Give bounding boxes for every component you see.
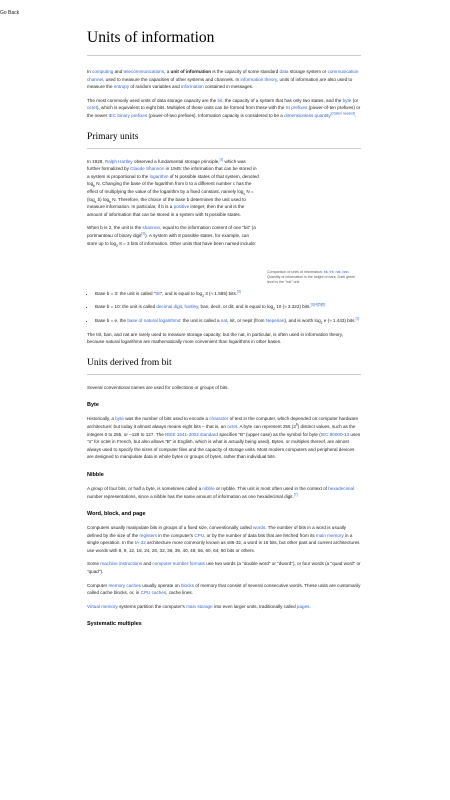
reference-link[interactable]: [1] bbox=[219, 157, 224, 162]
link-ieee-1541[interactable]: IEEE 1541-2002 standard bbox=[165, 431, 218, 437]
link-octet[interactable]: octet bbox=[87, 105, 97, 111]
caption-link-ban[interactable]: ban bbox=[342, 269, 349, 274]
link-words[interactable]: words bbox=[252, 525, 266, 531]
link-octet-byte[interactable]: octet bbox=[227, 423, 238, 429]
link-character[interactable]: character bbox=[209, 416, 229, 422]
reference-link[interactable]: [1] bbox=[355, 316, 360, 321]
section-heading-primary-units: Primary units bbox=[87, 131, 361, 149]
link-iec-80000-13[interactable]: IEC 80000-13 bbox=[320, 431, 350, 437]
subsection-heading-systematic-multiples: Systematic multiples bbox=[87, 621, 142, 628]
link-iec[interactable]: IEC bbox=[108, 112, 117, 118]
unit-bullet-list bbox=[95, 290, 361, 325]
link-memory-caches[interactable]: memory caches bbox=[108, 582, 141, 588]
link-si-prefixes[interactable]: SI prefixes bbox=[285, 105, 308, 111]
figure-caption: Comparison of units of information: bit, trit, nat, ban. Quantity of information is the height of bars. Dark green level is the "nat" unit. bbox=[267, 269, 356, 285]
reference-link[interactable]: [3] bbox=[237, 289, 241, 294]
link-machine-instructions[interactable]: machine instructions bbox=[100, 561, 143, 567]
link-data[interactable]: data bbox=[279, 69, 289, 74]
caption-link-trit[interactable]: trit bbox=[329, 269, 334, 274]
link-entropy[interactable]: entropy bbox=[113, 84, 130, 90]
comparison-figure bbox=[267, 158, 361, 286]
caption-link-nat[interactable]: nat bbox=[335, 269, 341, 274]
comparison-image bbox=[267, 158, 361, 270]
link-registers[interactable]: registers bbox=[139, 532, 157, 538]
subsection-heading-word-block-page: Word, block, and page bbox=[87, 511, 146, 518]
link-cpu[interactable]: CPU bbox=[194, 532, 205, 538]
intro-paragraph-1: In computing and telecommunications, a unit of information is the capacity of some standard data storage system or communication channel, used to measure the capacities of other systems and channels. In information theory, units of information are also used to measure the entropy of random variables and information contained in messages. bbox=[87, 69, 359, 90]
primary-paragraph-2: When b is 2, the unit is the shannon, equal to the information content of one "bit" (a portmanteau of binary digit[2]). A system with 8 possible states, for example, can store up to $\log_2 8 = 3$ bits of information. Other units that have been named include: bbox=[87, 225, 257, 248]
go-back-link[interactable]: Go Back bbox=[0, 10, 20, 16]
link-information-theory[interactable]: information theory bbox=[240, 76, 277, 82]
primary-paragraph-1: In 1928, Ralph Hartley observed a fundamental storage principle,[1] which was further formalized by Claude Shannon in 1945: the information that can be stored in a system is proportional to the logarithm of N possible states of that system, denoted $\log_b N$. Changing the base of the logarithm from b to a different number c has the effect of multiplying the value of the logarithm by a fixed constant, namely $\log_c N = (\log_c$ b) $\log_b N$. Therefore, the choice of the base b determines the unit used to measure information. In particular, if b is a positive integer, then the unit is the amount of information that can be stored in a system with N possible states. bbox=[87, 157, 259, 217]
citation-needed-link[interactable]: [citation needed] bbox=[330, 111, 355, 116]
reference-link[interactable]: [7] bbox=[293, 491, 298, 496]
reference-link[interactable]: [2] bbox=[141, 231, 146, 236]
intro-paragraph-2: The most commonly used units of data storage capacity are the bit, the capacity of a system that has only two states, and the byte (or octet), which is equivalent to eight bits. Multiples of these units can be formed from these with the SI prefixes (power-of-ten prefixes) or the newer IEC binary prefixes (power-of-two prefixes). Information capacity is considered to be a dimensionless quantity[citation needed]. bbox=[87, 97, 361, 118]
link-shannon[interactable]: shannon bbox=[142, 225, 161, 231]
link-computing[interactable]: computing bbox=[92, 69, 114, 74]
word-paragraph-4: Virtual memory systems partition the computer's main storage into even larger units, traditionally called pages. bbox=[87, 603, 311, 609]
link-neperian[interactable]: Neperian bbox=[265, 317, 285, 323]
link-byte-history[interactable]: byte bbox=[115, 416, 124, 422]
link-telecommunications[interactable]: telecommunications bbox=[123, 69, 165, 74]
derived-intro: Several conventional names are used for collections or groups of bits. bbox=[87, 384, 229, 390]
section-heading-derived-units: Units derived from bit bbox=[87, 357, 361, 375]
byte-paragraph: Historically, a byte was the number of bits used to encode a character of text in the computer, which depended on computer hardware architecture; but today it almost always means eight bits – that is, an octet. A byte can represent 256 $(2^8)$ distinct values, such as the integers 0 to 255, or –128 to 127. The IEEE 1541-2002 standard specifies "B" (upper case) as the symbol for byte (IEC 80000-13 uses "o" for octet in French, but also allows "B" in English, which is what is actually being used). Bytes, or multiples thereof, are almost always used to specify the sizes of computer files and the capacity of storage units. Most modern computers and peripheral devices are designed to manipulate data in whole bytes or groups of bytes, rather than individual bits. bbox=[87, 416, 361, 460]
link-nat[interactable]: nat bbox=[220, 317, 228, 323]
link-bit[interactable]: bit bbox=[217, 97, 223, 103]
link-main-memory[interactable]: main memory bbox=[315, 532, 344, 538]
link-communication-channel[interactable]: communication channel bbox=[87, 69, 359, 82]
link-computer-number-formats[interactable]: computer number formats bbox=[152, 561, 205, 567]
reference-link[interactable]: [1][4][5][6] bbox=[310, 302, 326, 307]
primary-units-block bbox=[87, 158, 361, 290]
article-content bbox=[87, 28, 361, 634]
word-paragraph-1: Computers usually manipulate bits in groups of a fixed size, conventionally called words. The number of bits in a word is usually defined by the size of the registers in the computer's CPU, or by the number of data bits that are fetched from its main memory in a single operation. In the IA-32 architecture more commonly known as x86-32, a word is 16 bits, but other past and current architectures use words with 8, 9, 12, 18, 24, 26, 32, 36, 39, 40, 48, 56, 60, 64, 80 bits or others. bbox=[87, 525, 360, 553]
link-main-storage[interactable]: main storage bbox=[186, 603, 213, 609]
link-binary-prefixes[interactable]: binary prefixes bbox=[117, 112, 148, 118]
link-positive[interactable]: positive bbox=[173, 204, 190, 210]
link-virtual-memory[interactable]: Virtual memory bbox=[87, 603, 118, 609]
subsection-heading-nibble: Nibble bbox=[87, 471, 104, 478]
link-information[interactable]: information bbox=[180, 84, 204, 90]
word-paragraph-3: Computer memory caches usually operate on blocks of memory that consist of several consecutive words. These units are customarily called cache blocks, or, in CPU caches, cache lines. bbox=[87, 582, 361, 596]
link-nibble[interactable]: nibble bbox=[202, 485, 215, 491]
subsection-heading-byte: Byte bbox=[87, 402, 99, 409]
link-hexadecimal[interactable]: hexadecimal bbox=[328, 485, 355, 491]
link-trit[interactable]: trit bbox=[155, 290, 161, 296]
link-natural-logarithm-base[interactable]: base of natural logarithms bbox=[127, 317, 181, 323]
link-pages[interactable]: pages bbox=[296, 603, 310, 609]
list-item: • Base b = e, the base of natural logarithms: the unit is called a nat, nit, or nepit (from Neperian), and is worth $\log_2 e$ (≈ 1.443) bits.[1] bbox=[95, 317, 361, 325]
link-claude-shannon[interactable]: Claude Shannon bbox=[130, 166, 165, 172]
link-decimal-digit[interactable]: decimal digit bbox=[156, 304, 182, 310]
link-hartley[interactable]: hartley bbox=[184, 304, 198, 310]
caption-link-bit[interactable]: bit bbox=[323, 269, 328, 274]
link-byte[interactable]: byte bbox=[342, 97, 352, 103]
link-cpu-caches[interactable]: CPU caches bbox=[140, 590, 167, 596]
primary-paragraph-3: The trit, ban, and nat are rarely used to measure storage capacity; but the nat, in particular, is often used in information theory, because natural logarithms are mathematically more convenient than logarithms in other bases. bbox=[87, 331, 344, 345]
list-item: • Base b = 10: the unit is called decimal digit, hartley, ban, decit, or dit; and is equal to $\log_2 10$ (≈ 3.322) bits.[1][4][5][6] bbox=[95, 303, 361, 311]
link-blocks[interactable]: blocks bbox=[180, 582, 195, 588]
link-logarithm[interactable]: logarithm bbox=[149, 173, 169, 179]
list-item: • Base b = 3: the unit is called "trit", and is equal to $\log_2 3$ (≈ 1.585) bits.[3] bbox=[95, 290, 361, 298]
word-paragraph-2: Some machine instructions and computer number formats use two words (a "double word" or "dword"), or four words (a "quad word" or "quad"). bbox=[87, 561, 361, 575]
link-ia-32[interactable]: IA-32 bbox=[134, 540, 146, 546]
page-title: Units of information bbox=[87, 28, 361, 56]
link-dimensionless-quantity[interactable]: dimensionless quantity bbox=[284, 112, 331, 118]
link-ralph-hartley[interactable]: Ralph Hartley bbox=[104, 158, 133, 164]
nibble-paragraph: A group of four bits, or half a byte, is sometimes called a nibble or nybble. This unit is most often used in the context of hexadecimal number representations, since a nibble has the same amount of information as one hexadecimal digit.[7] bbox=[87, 485, 355, 499]
